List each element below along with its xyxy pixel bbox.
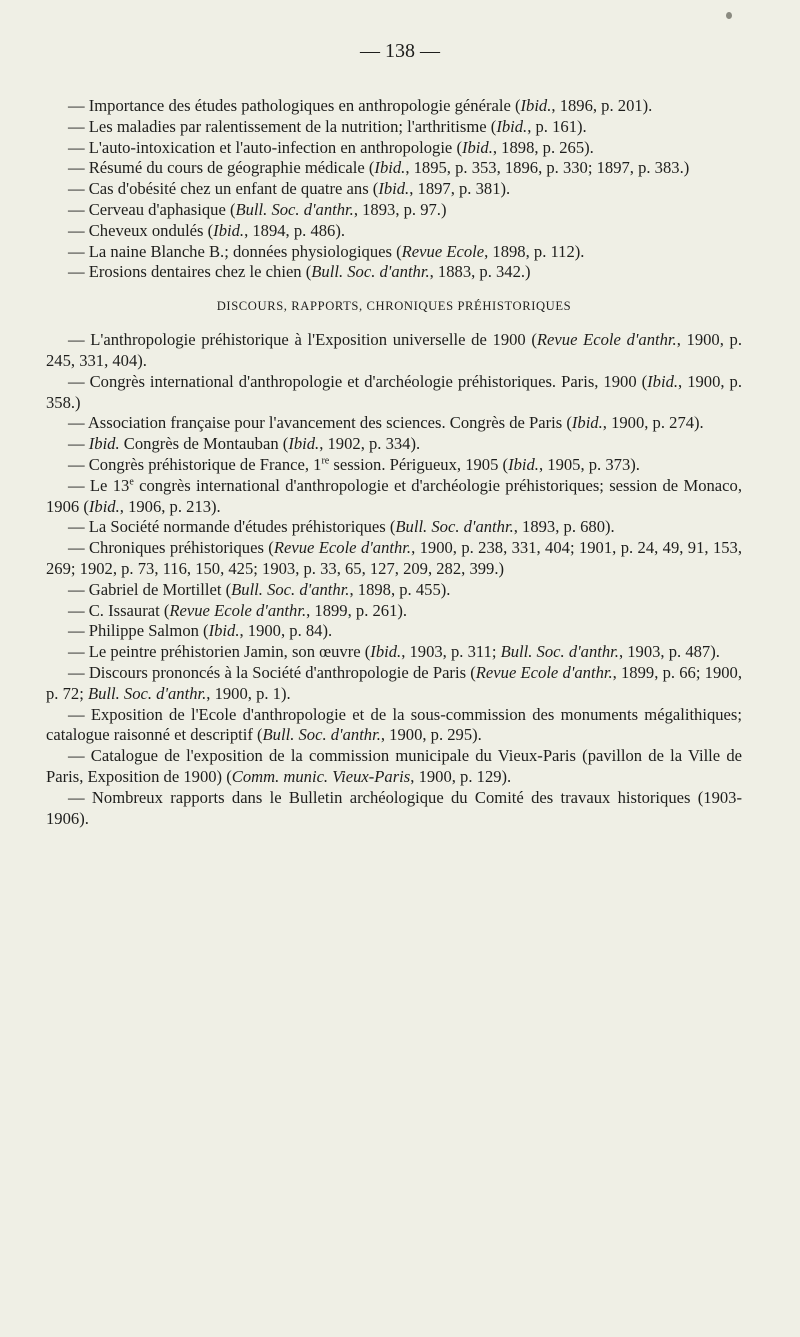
- italic-source: Revue Ecole: [401, 241, 485, 261]
- italic-source: Ibid.: [213, 220, 245, 240]
- italic-source: Ibid.: [461, 137, 493, 157]
- entry-text: — Chroniques préhistoriques (: [68, 538, 274, 558]
- entry-text: , 1897, p. 381).: [409, 179, 511, 199]
- entry-text: , 1898, p. 265).: [492, 137, 594, 157]
- entry-text: , 1899, p. 261).: [306, 600, 408, 620]
- entry-text: — Association française pour l'avancement des sciences. Congrès de Paris (: [68, 413, 572, 433]
- italic-source: Ibid.: [88, 434, 120, 454]
- entry-text: — Gabriel de Mortillet (: [68, 579, 232, 599]
- entry-text: — L'auto-intoxication et l'auto-infection en anthropologie (: [68, 137, 462, 157]
- entry-text: , 1896, p. 201).: [551, 96, 653, 115]
- superscript: e: [129, 476, 134, 488]
- entry-text: — Congrès international d'anthropologie et d'archéologie préhistoriques. Paris, 1900 (: [68, 371, 648, 391]
- italic-source: Ibid.: [520, 96, 552, 115]
- entry-text: , 1898, p. 112).: [484, 241, 585, 261]
- bibliography-entry: [46, 330, 742, 372]
- bibliography-group-pathology: [46, 96, 742, 283]
- entry-text: — Cerveau d'aphasique (: [68, 199, 236, 219]
- entry-text: , 1903, p. 311;: [401, 642, 501, 662]
- entry-text: — L'anthropologie préhistorique à l'Exposition universelle de 1900 (: [68, 330, 537, 350]
- entry-text: , 1900, p. 238, 331, 404; 1901, p. 24, 49, 91, 153, 269; 1902, p. 73, 116, 150, 425; 1903, p. 33, 65, 127, 209, 282, 399.): [46, 538, 742, 578]
- bibliography-entry: [46, 517, 742, 538]
- bibliography-entry: [46, 262, 742, 283]
- bibliography-entry: [46, 200, 742, 221]
- entry-text: , 1900, p. 358.): [46, 371, 742, 412]
- bibliography-entry: [46, 455, 742, 476]
- italic-source: Bull. Soc. d'anthr.: [311, 262, 430, 282]
- bibliography-entry: [46, 788, 742, 830]
- entry-text: , 1900, p. 1).: [206, 683, 291, 703]
- entry-text: , 1902, p. 334).: [319, 434, 421, 454]
- entry-text: , 1900, p. 295).: [380, 725, 482, 745]
- italic-source: Bull. Soc. d'anthr.: [87, 683, 207, 703]
- italic-source: Bull. Soc. d'anthr.: [395, 517, 514, 537]
- italic-source: Bull. Soc. d'anthr.: [235, 199, 354, 219]
- bibliography-group-prehistoric: [46, 330, 742, 829]
- bibliography-entry: [46, 642, 742, 663]
- entry-text: , 1894, p. 486).: [244, 220, 346, 240]
- entry-text: Congrès de Montauban (: [119, 434, 289, 454]
- entry-text: , 1893, p. 97.): [353, 199, 447, 219]
- page-number: — 138 —: [360, 40, 440, 62]
- italic-source: Ibid.: [571, 413, 603, 433]
- entry-text: — C. Issaurat (: [68, 600, 170, 620]
- entry-text: — Les maladies par ralentissement de la nutrition; l'arthritisme (: [68, 116, 497, 136]
- entry-text: , 1899, p. 66; 1900, p. 72;: [46, 662, 742, 703]
- entry-text: — Catalogue de l'exposition de la commission municipale du Vieux-Paris (pavillon de la Ville de Paris, Exposition de 1900) (: [46, 746, 742, 786]
- entry-text: , 1895, p. 353, 1896, p. 330; 1897, p. 383.): [405, 158, 690, 178]
- bibliography-entry: [46, 580, 742, 601]
- bibliography-entry: [46, 242, 742, 263]
- bibliography-entry: [46, 663, 742, 705]
- entry-text: — Cheveux ondulés (: [68, 220, 214, 240]
- entry-text: — Le 13: [68, 475, 130, 495]
- entry-text: — Nombreux rapports dans le Bulletin archéologique du Comité des travaux historiques (1903-1906).: [46, 787, 742, 828]
- italic-source: Ibid.: [370, 642, 402, 662]
- italic-source: Ibid.: [208, 621, 240, 641]
- entry-text: , 1900, p. 274).: [602, 413, 704, 433]
- bibliography-entry: [46, 372, 742, 414]
- entry-text: — Cas d'obésité chez un enfant de quatre ans (: [68, 179, 379, 199]
- bibliography-entry: [46, 621, 742, 642]
- bibliography-entry: [46, 221, 742, 242]
- italic-source: Bull. Soc. d'anthr.: [262, 725, 381, 745]
- entry-text: , 1883, p. 342.): [429, 262, 531, 282]
- bibliography-entry: [46, 705, 742, 747]
- entry-text: —: [68, 434, 89, 454]
- italic-source: Revue Ecole d'anthr.: [169, 600, 307, 620]
- entry-text: — La Société normande d'études préhistoriques (: [68, 517, 396, 537]
- italic-source: Bull. Soc. d'anthr.: [500, 642, 619, 662]
- bibliography-entry: [46, 179, 742, 200]
- italic-source: Ibid.: [647, 371, 679, 391]
- entry-text: — La naine Blanche B.; données physiologiques (: [68, 241, 402, 261]
- entry-text: , 1903, p. 487).: [618, 642, 720, 662]
- bibliography-entry: [46, 434, 742, 455]
- entry-text: — Erosions dentaires chez le chien (: [68, 262, 312, 282]
- bibliography-entry: [46, 601, 742, 622]
- italic-source: Bull. Soc. d'anthr.: [231, 579, 350, 599]
- italic-source: Ibid.: [88, 496, 120, 516]
- entry-text: session. Périgueux, 1905 (: [329, 454, 509, 474]
- entry-text: — Congrès préhistorique de France, 1: [68, 454, 322, 474]
- ink-spot: [726, 12, 732, 19]
- superscript: re: [321, 455, 330, 467]
- italic-source: Ibid.: [288, 434, 320, 454]
- bibliography-entry: [46, 538, 742, 580]
- entry-text: , 1905, p. 373).: [538, 454, 640, 474]
- italic-source: Ibid.: [508, 454, 539, 474]
- entry-text: congrès international d'anthropologie et d'archéologie préhistoriques; session de Monaco, 1906 (: [46, 475, 742, 516]
- bibliography-entry: [46, 158, 742, 179]
- italic-source: Ibid.: [496, 116, 528, 136]
- entry-text: — Le peintre préhistorien Jamin, son œuvre (: [68, 642, 371, 662]
- bibliography-entry: [46, 476, 742, 518]
- entry-text: — Exposition de l'Ecole d'anthropologie et de la sous-commission des monuments mégalithiques; catalogue raisonné et descriptif (: [46, 704, 742, 745]
- section-heading: DISCOURS, RAPPORTS, CHRONIQUES PRÉHISTORIQUES: [216, 299, 572, 314]
- entry-text: , 1893, p. 680).: [513, 517, 615, 537]
- bibliography-entry: [46, 746, 742, 788]
- bibliography: [46, 96, 742, 829]
- entry-text: , 1900, p. 84).: [239, 621, 333, 641]
- bibliography-entry: [46, 138, 742, 159]
- entry-text: — Importance des études pathologiques en anthropologie générale (: [68, 96, 521, 115]
- bibliography-entry: [46, 413, 742, 434]
- bibliography-entry: [46, 96, 742, 117]
- italic-source: Ibid.: [374, 158, 406, 178]
- italic-source: Revue Ecole d'anthr.: [475, 662, 613, 682]
- italic-source: Revue Ecole d'anthr.: [536, 330, 677, 350]
- bibliography-entry: [46, 117, 742, 138]
- entry-text: , p. 161).: [527, 116, 587, 136]
- entry-text: — Discours prononcés à la Société d'anthropologie de Paris (: [68, 662, 476, 682]
- entry-text: , 1906, p. 213).: [119, 496, 221, 516]
- italic-source: Ibid.: [378, 179, 410, 199]
- entry-text: , 1900, p. 129).: [410, 766, 512, 786]
- italic-source: Comm. munic. Vieux-Paris: [231, 766, 411, 786]
- italic-source: Revue Ecole d'anthr.: [273, 538, 412, 558]
- entry-text: , 1898, p. 455).: [349, 579, 451, 599]
- entry-text: — Résumé du cours de géographie médicale (: [68, 158, 375, 178]
- entry-text: , 1900, p. 245, 331, 404).: [46, 330, 742, 370]
- entry-text: — Philippe Salmon (: [68, 621, 209, 641]
